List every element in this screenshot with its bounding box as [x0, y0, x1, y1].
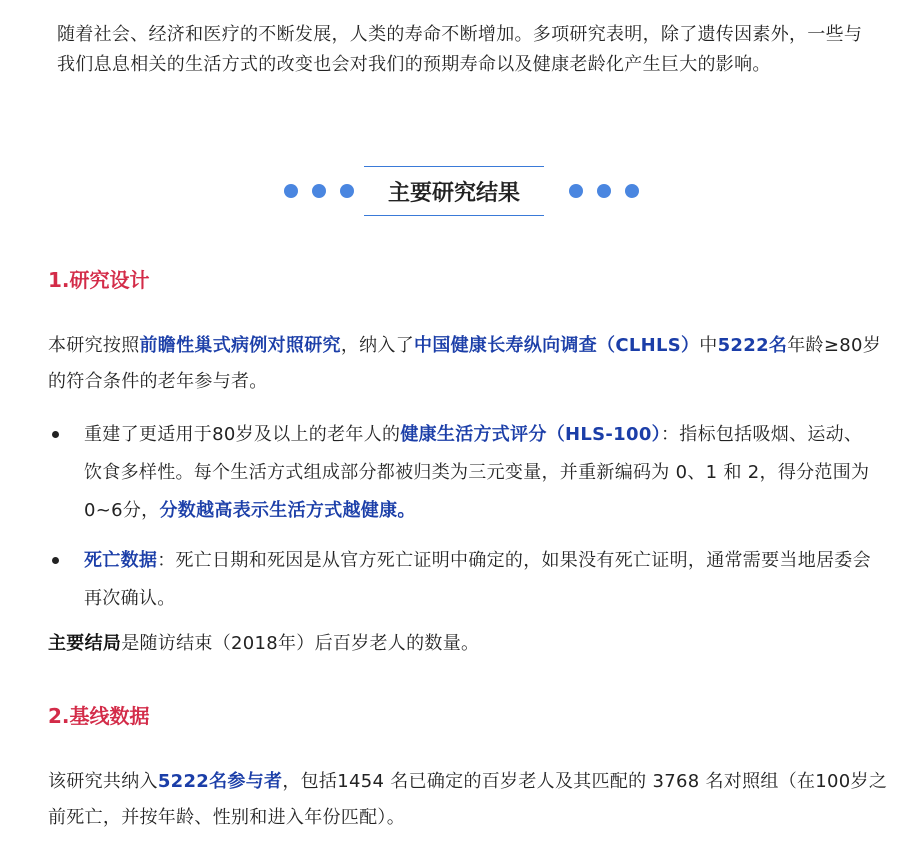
highlight-text: 5222名 [717, 335, 788, 356]
text: 本研究按照 [48, 335, 140, 356]
highlight-text: 死亡数据 [84, 550, 158, 571]
decorative-dots-right [569, 184, 639, 198]
text: 年龄≥80岁的符合条件的老年参与者。 [48, 335, 882, 392]
dot-icon [312, 184, 326, 198]
decorative-dots-left [284, 184, 354, 198]
dot-icon [340, 184, 354, 198]
intro-text: 随着社会、经济和医疗的不断发展，人类的寿命不断增加。多项研究表明，除了遗传因素外，一些与我们息息相关的生活方式的改变也会对我们的预期寿命以及健康老龄化产生巨大的影响。 [57, 24, 863, 75]
bold-text: 主要结局 [48, 633, 122, 654]
text: 重建了更适用于80岁及以上的老年人的 [84, 424, 401, 445]
highlight-text: 中国健康长寿纵向调查（CLHLS） [414, 335, 700, 356]
heading-baseline: 2.基线数据 [48, 704, 150, 728]
highlight-text: 前瞻性巢式病例对照研究 [139, 335, 341, 356]
text: 中 [699, 335, 718, 356]
text: ，纳入了 [340, 335, 415, 356]
bullet-icon [52, 431, 59, 438]
heading-study-design: 1.研究设计 [48, 268, 150, 292]
design-paragraph [48, 328, 888, 400]
highlight-text: 分数越高表示生活方式越健康。 [159, 500, 416, 521]
intro-paragraph [57, 20, 877, 80]
highlight-text: 5222名参与者 [157, 771, 283, 792]
dot-icon [569, 184, 583, 198]
text: 是随访结束（2018年）后百岁老人的数量。 [121, 633, 480, 654]
text: 该研究共纳入 [48, 771, 158, 792]
dot-icon [625, 184, 639, 198]
text: ：指标包括吸烟、运动、饮食多样性。每个生活方式组成部分都被归类为三元变量，并重新编码为 0、1 和 2，得分范围为0~6分， [84, 424, 870, 521]
section-header [0, 166, 905, 216]
list-item [48, 542, 878, 618]
baseline-paragraph [48, 764, 888, 836]
text: ：死亡日期和死因是从官方死亡证明中确定的，如果没有死亡证明，通常需要当地居委会再次确认。 [84, 550, 871, 609]
highlight-text: 健康生活方式评分（HLS-100） [400, 424, 661, 445]
dot-icon [284, 184, 298, 198]
bullet-icon [52, 557, 59, 564]
text: ，包括1454 名已确定的百岁老人及其匹配的 3768 名对照组（在100岁之前死亡，并按年龄、性别和进入年份匹配）。 [48, 771, 888, 828]
dot-icon [597, 184, 611, 198]
list-item [48, 416, 878, 530]
section-title: 主要研究结果 [364, 166, 544, 216]
outcome-paragraph [48, 626, 888, 662]
